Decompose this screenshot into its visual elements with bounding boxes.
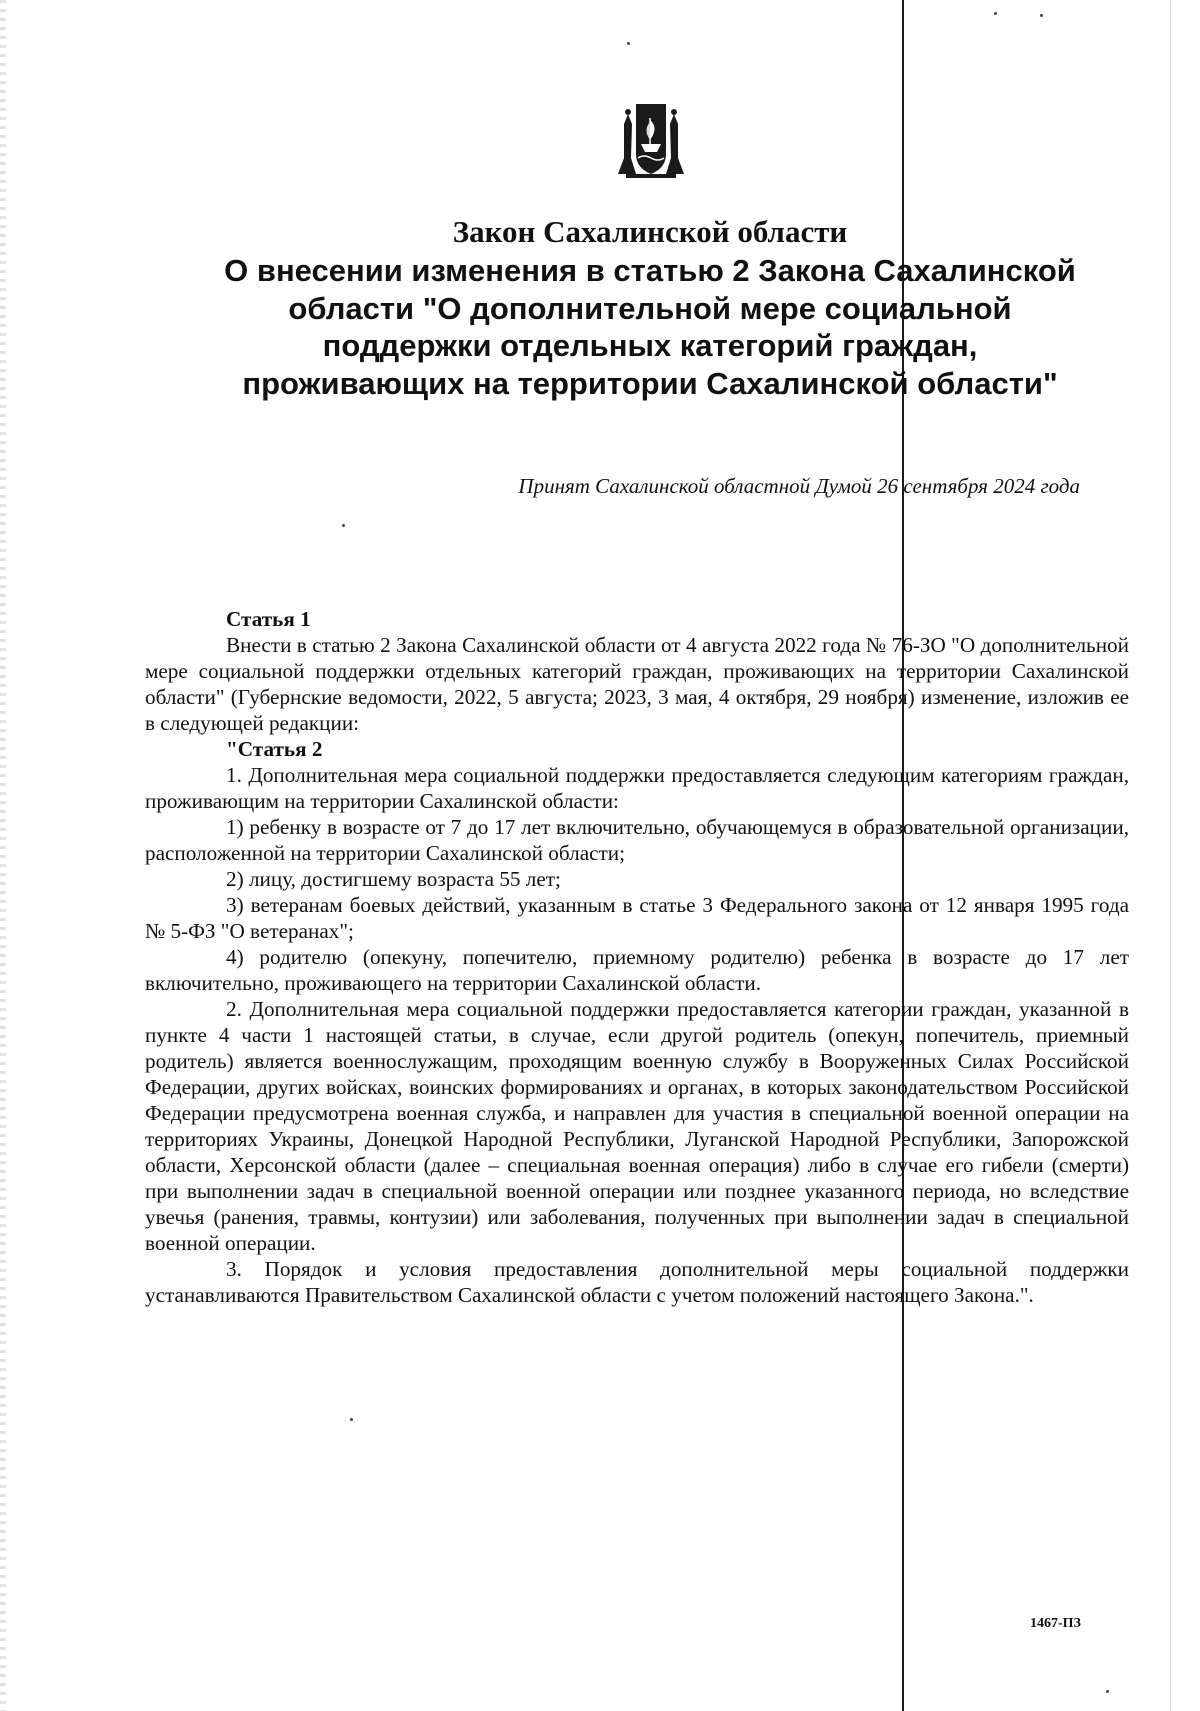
article-2-paragraph: 4) родителю (опекуну, попечителю, приемному родителю) ребенка в возрасте до 17 лет включительно, проживающего на территории Сахалинской области. — [145, 945, 1129, 995]
article-1-text: Внести в статью 2 Закона Сахалинской области от 4 августа 2022 года № 76-ЗО "О дополнительной мере социальной поддержки отдельных категорий граждан, проживающих на территории Сахалинской области" (Губернские ведомости, 2022, 5 августа; 2023, 3 мая, 4 октября, 29 ноября) изменение, изложив ее в следующей редакции: — [145, 633, 1129, 735]
article-2-paragraph: 3. Порядок и условия предоставления дополнительной меры социальной поддержки устанавливаются Правительством Сахалинской области с учетом положений настоящего Закона.". — [145, 1257, 1129, 1307]
article-2-paragraph: 1. Дополнительная мера социальной поддержки предоставляется следующим категориям граждан, проживающим на территории Сахалинской области: — [145, 763, 1129, 813]
adoption-note: Принят Сахалинской областной Думой 26 сентября 2024 года — [518, 474, 1080, 498]
article-2-paragraph: 1) ребенку в возрасте от 7 до 17 лет включительно, обучающемуся в образовательной организации, расположенной на территории Сахалинской области; — [145, 815, 1129, 865]
article-1-heading: Статья 1 — [226, 607, 311, 631]
sakhalin-coat-of-arms-icon — [616, 98, 686, 180]
article-2-paragraph: 2. Дополнительная мера социальной поддержки предоставляется категории граждан, указанной в пункте 4 части 1 настоящей статьи, в случае, если другой родитель (опекун, попечитель, приемный родитель) является военнослужащим, проходящим военную службу в Вооруженных Силах Российской Федерации, других войсках, воинских формированиях и органах, в которых законодательством Российской Федерации предусмотрена военная служба, и направлен для участия в специальной военной операции на территориях Украины, Донецкой Народной Республики, Луганской Народной Республики, Запорожской области, Херсонской области (далее – специальная военная операция) либо в случае его гибели (смерти) при выполнении задач в специальной военной операции или позднее указанного периода, но вследствие увечья (ранения, травмы, контузии) или заболевания, полученных при выполнении задач в специальной военной операции. — [145, 997, 1129, 1255]
scan-left-edge — [0, 0, 6, 1711]
scan-speck — [350, 1418, 353, 1421]
scan-speck — [342, 524, 345, 527]
document-code: 1467-ПЗ — [1030, 1616, 1081, 1631]
scan-speck — [994, 12, 997, 15]
scan-speck — [627, 42, 630, 45]
scan-right-edge — [1170, 0, 1171, 1711]
law-title: Закон Сахалинской области — [452, 214, 848, 249]
article-2-paragraph: 2) лицу, достигшему возраста 55 лет; — [226, 867, 561, 891]
scan-speck — [1040, 14, 1043, 17]
law-subject: О внесении изменения в статью 2 Закона Сахалинской области "О дополнительной мере социальной поддержки отдельных категорий граждан, проживающих на территории Сахалинской области" — [224, 253, 1076, 401]
law-body — [145, 606, 1129, 1308]
article-2-heading: "Статья 2 — [226, 737, 323, 761]
article-2-paragraph: 3) ветеранам боевых действий, указанным в статье 3 Федерального закона от 12 января 1995 года № 5-ФЗ "О ветеранах"; — [145, 893, 1129, 943]
scan-speck — [1106, 1690, 1109, 1693]
